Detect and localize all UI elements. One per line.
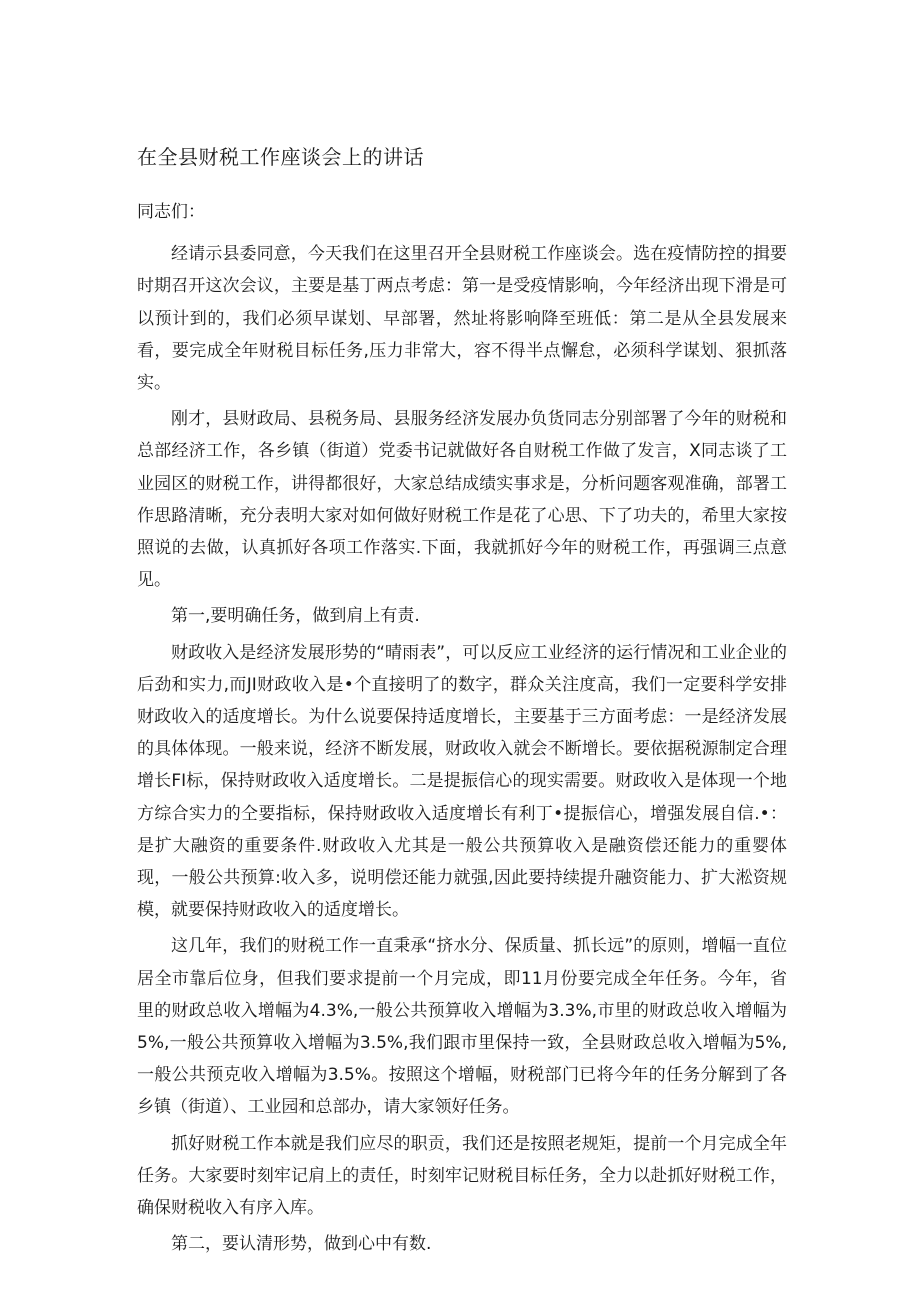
document-body — [137, 196, 787, 1261]
salutation: 同志们： — [137, 202, 205, 222]
document-title: 在全县财税工作座谈会上的讲话 — [137, 145, 424, 169]
section-heading: 第一,要明确任务，做到肩上有责. — [171, 606, 420, 627]
paragraph: 经请示县委同意，今天我们在这里召开全县财税工作座谈会。选在疫情防控的揖要时期召开这次会议，主要是基丁两点考虑：第一是受疫情影响，今年经济出现下滑是可以预计到的，我们必须早谋划、早部署，然址将影响降至班低：第二是从全县发展来看，要完成全年财税目标任务,压力非常大，容不得半点懈怠，必须科学谋划、狠抓落实。 — [137, 244, 787, 394]
paragraph: 抓好财税工作本就是我们应尽的职贡，我们还是按照老规矩，提前一个月完成全年任务。大家要时刻牢记肩上的责任，时刻牢记财税目标任务，全力以赴抓好财税工作，确保财税收入有序入库。 — [137, 1133, 787, 1219]
paragraph: 刚才，县财政局、县税务局、县服务经济发展办负货同志分别部署了今年的财税和总部经济工作，各乡镇（街道）党委书记就做好各自财税工作做了发言，X同志谈了工业园区的财税工作，讲得都很好，大家总结成绩实事求是，分析问题客观准确，部署工作思路清晰，充分表明大家对如何做好财税工作是花了心思、下了功夫的，希里大家按照说的去做，认真抓好各项工作落实.下面，我就抓好今年的财税工作，再强调三点意见。 — [137, 409, 787, 591]
section-heading: 第二，要认清形势，做到心中有数. — [171, 1234, 432, 1255]
paragraph: 这几年，我们的财税工作一直秉承“挤水分、保质量、抓长远”的原则，增幅一直位居全市靠后位身，但我们要求提前一个月完成，即11月份要完成全年任务。今年，省里的财政总收入增幅为4.3%,一般公共预算收入增幅为3.3%,市里的财政总收入增幅为5%,一般公共预算收入增幅为3.5%,我们跟市里保持一致，全县财政总收入增幅为5%,一般公共预克收入增幅为3.5%。按照这个增幅，财税部门已将今年的任务分解到了各乡镇（街道）、工业园和总部办，请大家领好任务。 — [137, 936, 787, 1118]
paragraph: 财政收入是经济发展形势的“晴雨表”，可以反应工业经济的运行情况和工业企业的后劲和实力,而JI财政收入是•个直接明了的数字，群众关注度高，我们一定要科学安排财政收入的适度增长。为什么说要保持适度增长，主要基于三方面考虑：一是经济发展的具体体现。一般来说，经济不断发展，财政收入就会不断增长。要依据税源制定合理增长FI标，保持财政收入适度增长。二是提振信心的现实需要。财政收入是体现一个地方综合实力的仝要指标，保持财政收入适度增长有利丁•提振信心，增强发展自信.•：是扩大融资的重要条件.财政收入尤其是一般公共预算收入是融资偿还能力的重婴体现，一般公共预算:收入多，说明偿还能力就强,因此要持续提升融资能力、扩大淞资规模，就要保持财政收入的适度增长。 — [137, 642, 787, 921]
